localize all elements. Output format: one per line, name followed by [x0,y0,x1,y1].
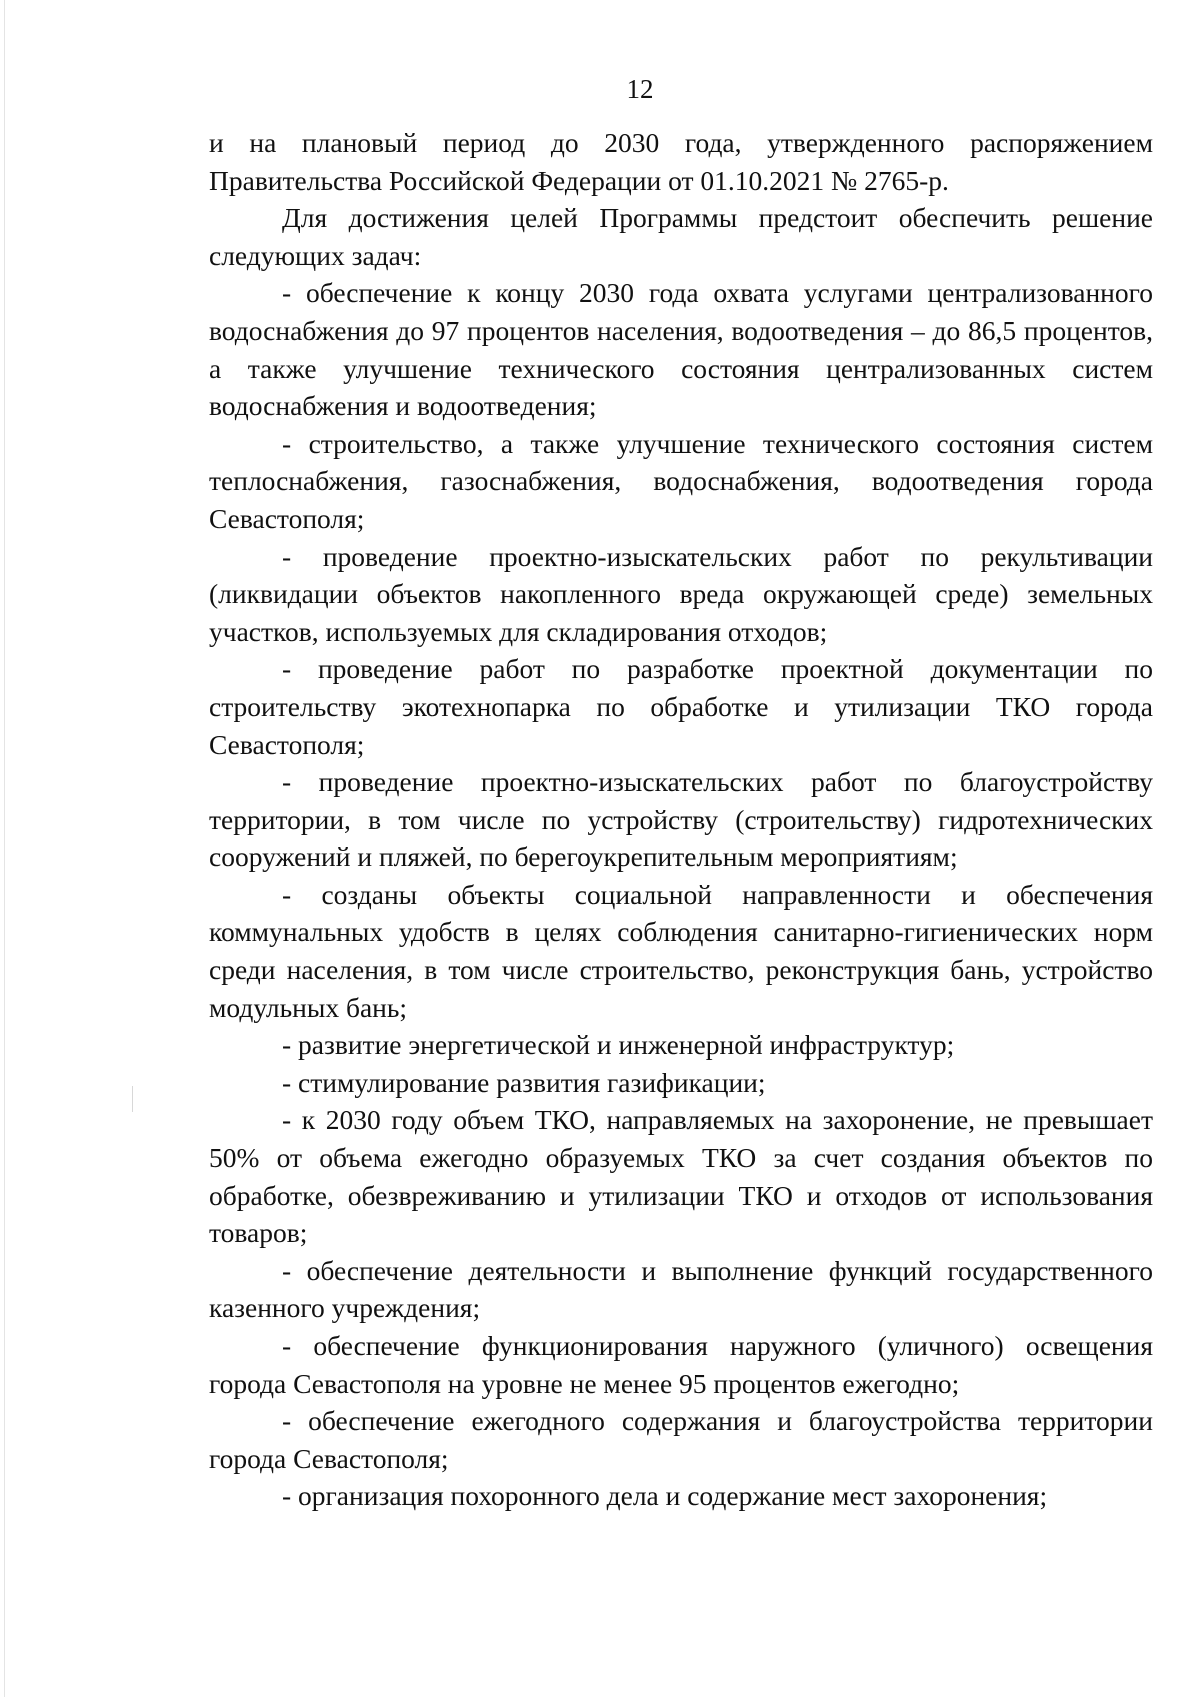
paragraph-tasks-intro: Для достижения целей Программы предстоит обеспечить решение следующих задач: [209,202,1153,271]
list-item-social-facilities: - созданы объекты социальной направленности и обеспечения коммунальных удобств в целях соблюдения санитарно-гигиенических норм среди населения, в том числе строительство, реконструкция бань, устройство модульных бань; [209,878,1153,1023]
list-item-street-lighting: - обеспечение функционирования наружного (уличного) освещения города Севастополя на уровне не менее 95 процентов ежегодно; [209,1330,1153,1399]
list-item-water-supply: - обеспечение к концу 2030 года охвата услугами централизованного водоснабжения до 97 процентов населения, водоотведения – до 86,5 процентов, а также улучшение технического состояния централизованных систем водоснабжения и водоотведения; [209,277,1153,422]
document-body [209,124,1153,1515]
list-item-utility-systems: - строительство, а также улучшение технического состояния систем теплоснабжения, газоснабжения, водоснабжения, водоотведения города Севастополя; [209,427,1153,534]
scan-edge-line [4,0,5,1697]
scan-artifact-mark [132,1086,133,1112]
paragraph-continuation: и на плановый период до 2030 года, утвержденного распоряжением Правительства Российской Федерации от 01.10.2021 № 2765-р. [209,127,1153,196]
page-number: 12 [626,74,654,104]
list-item-recultivation: - проведение проектно-изыскательских работ по рекультивации (ликвидации объектов накопленного вреда окружающей среде) земельных участков, используемых для складирования отходов; [209,540,1153,647]
list-item-territory-maintenance: - обеспечение ежегодного содержания и благоустройства территории города Севастополя; [209,1405,1153,1474]
list-item-funeral-services: - организация похоронного дела и содержание мест захоронения; [282,1480,1048,1512]
list-item-waste-disposal: - к 2030 году объем ТКО, направляемых на захоронение, не превышает 50% от объема ежегодно образуемых ТКО за счет создания объектов по обработке, обезвреживанию и утилизации ТКО и отходов от использования товаров; [209,1104,1153,1249]
list-item-energy-infrastructure: - развитие энергетической и инженерной инфраструктур; [282,1029,955,1061]
list-item-landscaping: - проведение проектно-изыскательских работ по благоустройству территории, в том числе по устройству (строительству) гидротехнических сооружений и пляжей, по берегоукрепительным мероприятиям; [209,766,1153,873]
list-item-ecotechnopark: - проведение работ по разработке проектной документации по строительству экотехнопарка по обработке и утилизации ТКО города Севастополя; [209,653,1153,760]
list-item-gasification: - стимулирование развития газификации; [282,1066,766,1098]
list-item-state-institution: - обеспечение деятельности и выполнение функций государственного казенного учреждения; [209,1254,1153,1324]
